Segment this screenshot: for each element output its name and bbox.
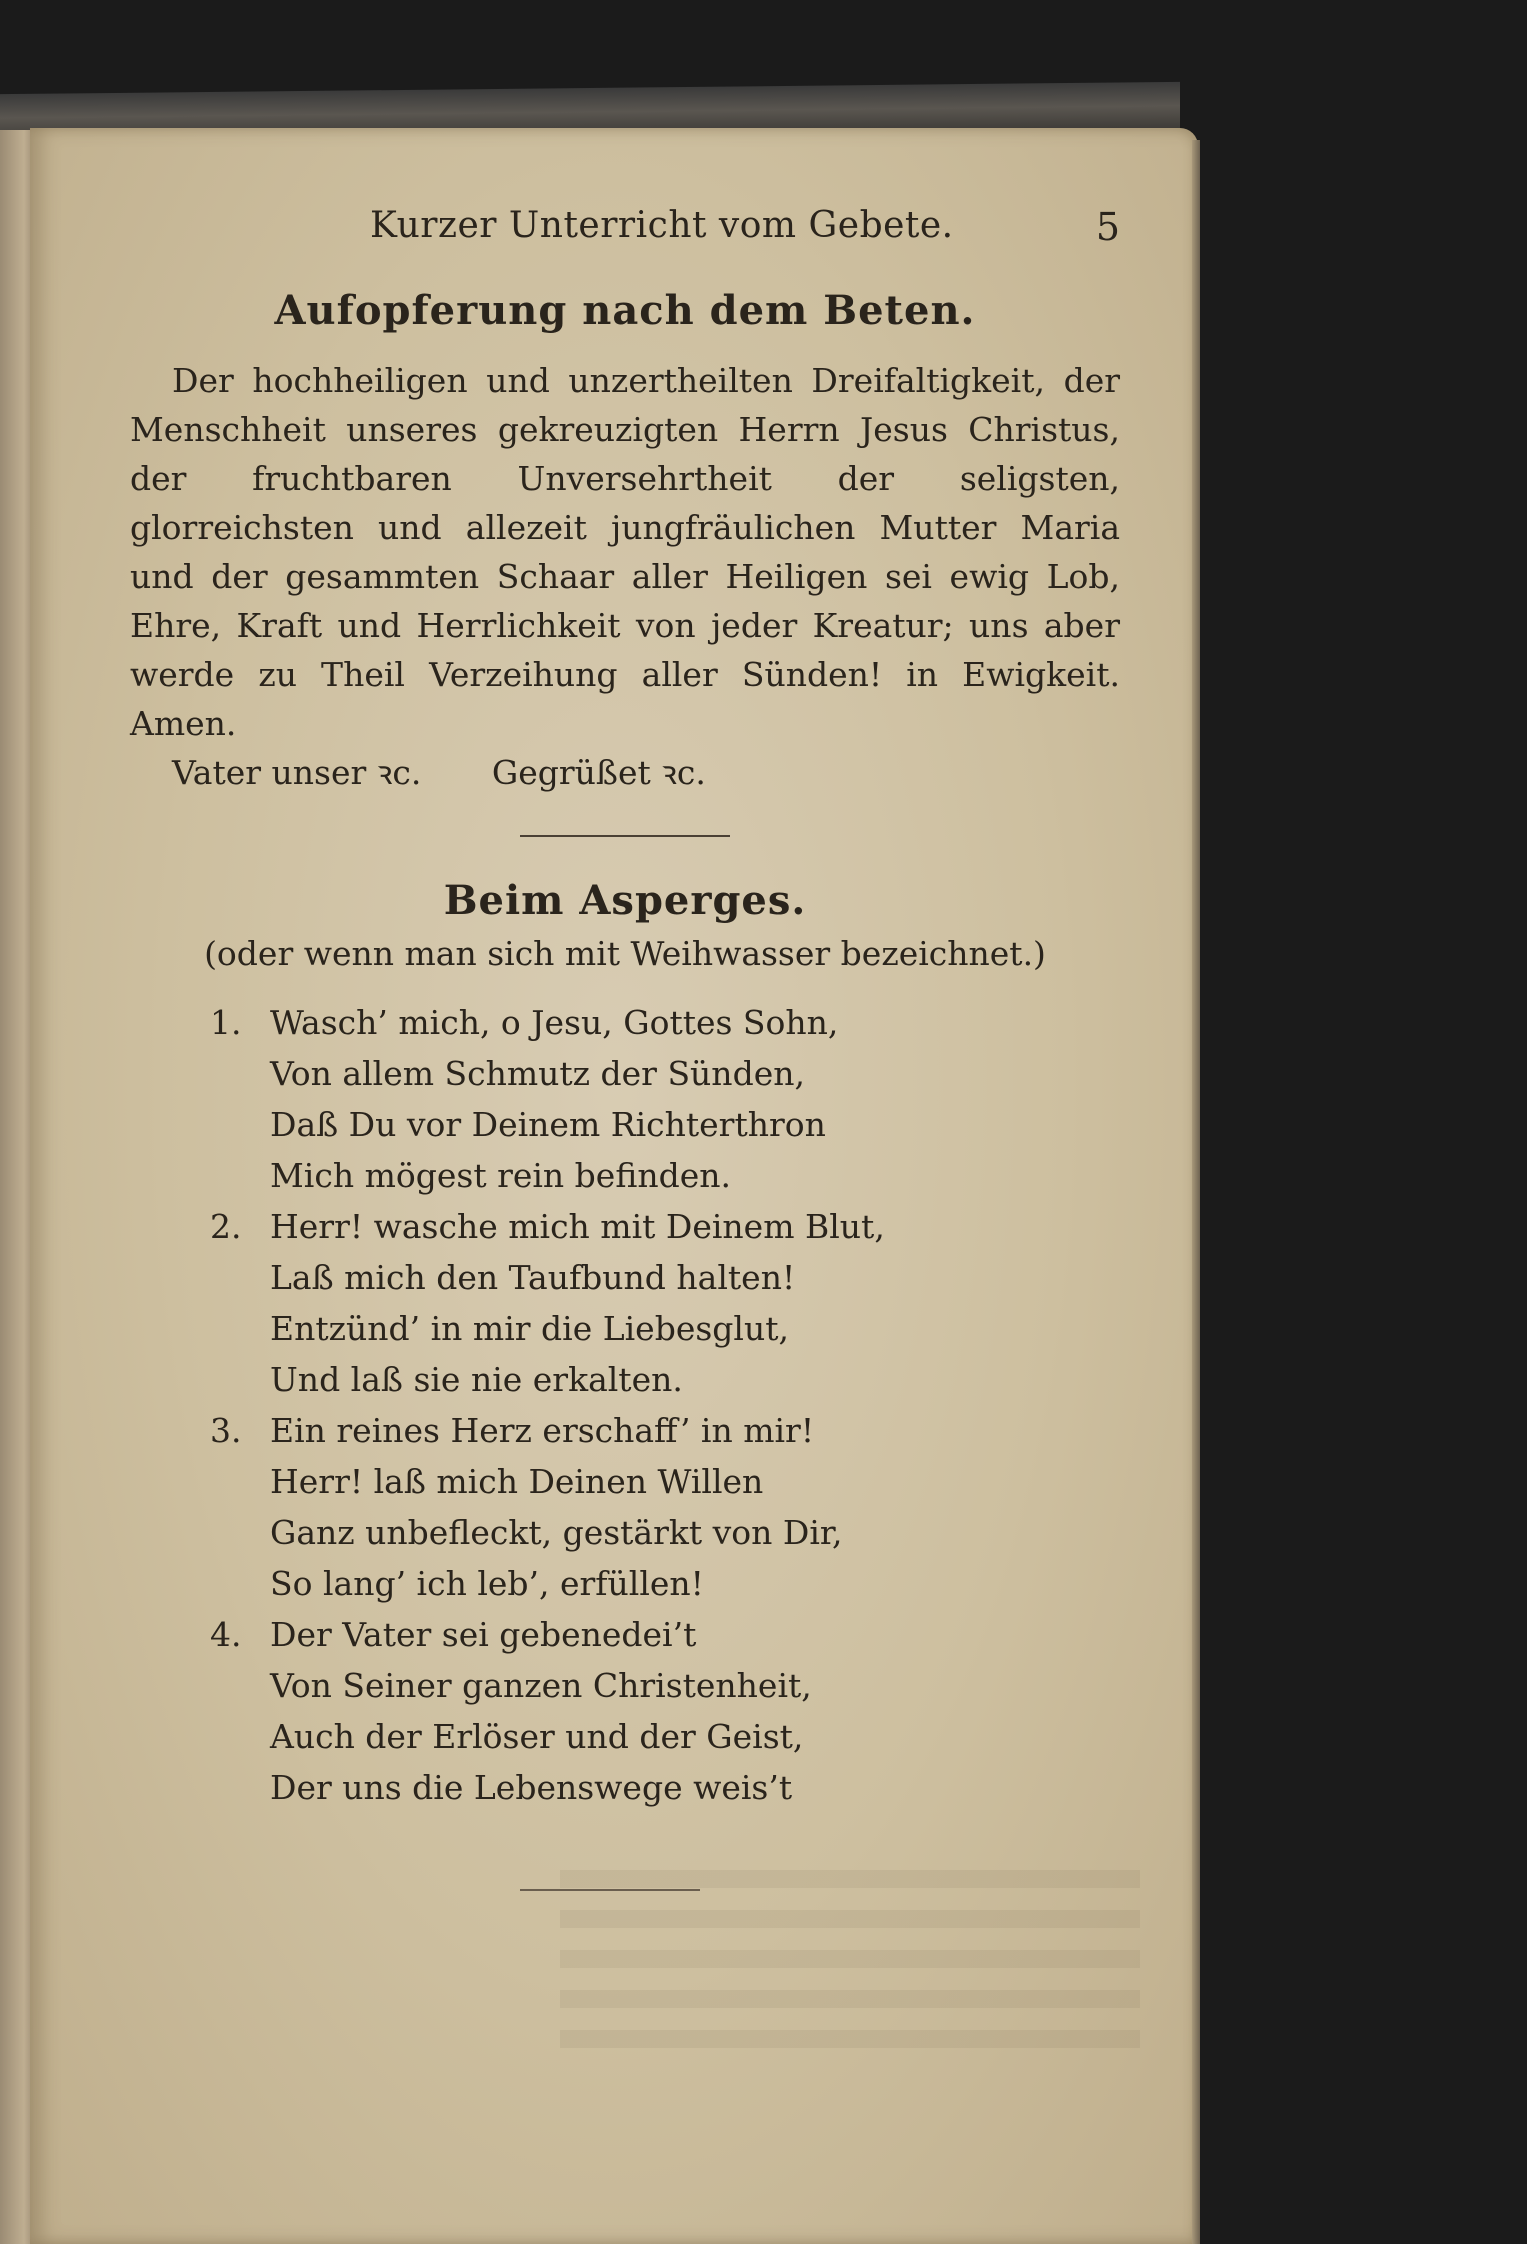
verse-line: Ein reines Herz erschaff’ in mir!	[270, 1411, 815, 1450]
verse-line: Daß Du vor Deinem Richterthron	[270, 1105, 826, 1144]
verse	[210, 997, 1120, 1201]
verse	[210, 1405, 1120, 1609]
verse-line: Laß mich den Taufbund halten!	[270, 1258, 796, 1297]
verse-line: Herr! wasche mich mit Deinem Blut,	[270, 1207, 885, 1246]
verse-line: Auch der Erlöser und der Geist,	[270, 1717, 804, 1756]
verse	[210, 1609, 1120, 1813]
verse-line: Der Vater sei gebenedei’t	[270, 1615, 697, 1654]
verse-line: Entzünd’ in mir die Liebesglut,	[270, 1309, 789, 1348]
page-content	[130, 205, 1120, 1891]
section-title-aufopferung: Aufopferung nach dem Beten.	[274, 287, 976, 334]
prayer-references	[130, 748, 1120, 797]
section-divider	[520, 835, 730, 837]
verse-line: Wasch’ mich, o Jesu, Gottes Sohn,	[270, 1003, 839, 1042]
verse-line: Und laß sie nie erkalten.	[270, 1360, 683, 1399]
verse-number: 4.	[210, 1615, 242, 1654]
verse-number: 3.	[210, 1411, 242, 1450]
hymn-verses	[210, 997, 1120, 1813]
verse-line: Herr! laß mich Deinen Willen	[270, 1462, 764, 1501]
verse-number: 2.	[210, 1207, 242, 1246]
verse-line: Von Seiner ganzen Christenheit,	[270, 1666, 812, 1705]
verse-line: Von allem Schmutz der Sünden,	[270, 1054, 805, 1093]
verse-line: Mich mögest rein befinden.	[270, 1156, 731, 1195]
section-title-asperges: Beim Asperges.	[443, 877, 807, 924]
verse-line: Ganz unbefleckt, gestärkt von Dir,	[270, 1513, 843, 1552]
prayer-reference: Gegrüßet ꝛc.	[491, 753, 706, 792]
verse-number: 1.	[210, 1003, 242, 1042]
running-title: Kurzer Unterricht vom Gebete.	[370, 205, 954, 246]
verse-line: Der uns die Lebenswege weis’t	[270, 1768, 793, 1807]
verse	[210, 1201, 1120, 1405]
bleed-through-text	[560, 1870, 1140, 2050]
page-number: 5	[1095, 205, 1120, 249]
verse-line: So lang’ ich leb’, erfüllen!	[270, 1564, 704, 1603]
prayer-paragraph: Der hochheiligen und unzertheilten Dreifaltigkeit, der Menschheit unseres gekreuzigten Herrn Jesus Christus, der fruchtbaren Unversehrtheit der seligsten, glorreichsten und allezeit jungfräulichen Mutter Maria und der gesammten Schaar aller Heiligen sei ewig Lob, Ehre, Kraft und Herrlichkeit von jeder Kreatur; uns aber werde zu Theil Verzeihung aller Sünden! in Ewigkeit. Amen.	[130, 361, 1120, 743]
bottom-divider	[520, 1889, 700, 1891]
page-header	[130, 205, 1120, 255]
right-page-edge	[1192, 140, 1200, 2244]
prayer-reference: Vater unser ꝛc.	[172, 753, 422, 792]
section-subtitle: (oder wenn man sich mit Weihwasser bezeichnet.)	[204, 934, 1046, 973]
